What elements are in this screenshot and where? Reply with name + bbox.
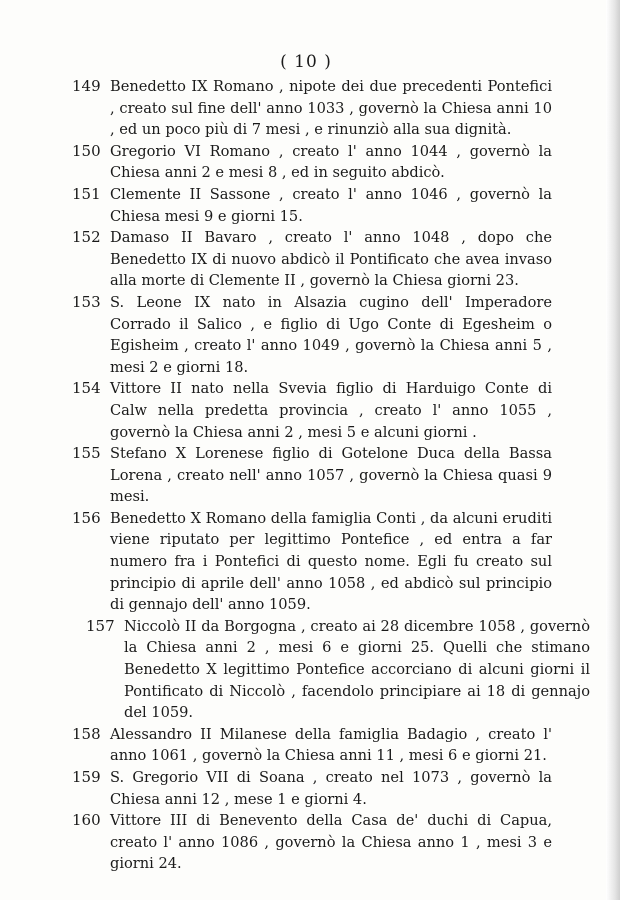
entry-number: 149 [72,77,101,95]
entry-number: 153 [72,292,101,311]
entry-text: Benedetto X Romano della famiglia Conti , da alcuni eruditi viene riputato per legittimo Pontefice , ed entra a far numero fra i Pontefici di questo nome. Egli fu creato sul principio di aprile dell' anno 1058 , ed abdicò sul principio di gennajo dell' anno 1059. [110,509,552,614]
entry-number: 150 [72,141,101,160]
entry-text: Vittore II nato nella Svevia figlio di Harduigo Conte di Calw nella predetta provincia , creato l' anno 1055 , governò la Chiesa anni 2 , mesi 5 e alcuni giorni . [110,380,552,441]
list-item [72,767,552,810]
entry-number: 152 [72,228,101,247]
list-item [72,227,552,292]
entry-text: Benedetto IX Romano , nipote dei due precedenti Pontefici , creato sul fine dell' anno 1033 , governò la Chiesa anni 10 , ed un poco più di 7 mesi , e rinunziò alla sua dignità. [110,78,552,139]
list-item [72,184,552,227]
entry-number: 151 [72,184,101,203]
entry-number: 156 [72,508,101,527]
list-item [72,76,552,141]
entry-number: 158 [72,724,101,743]
entry-text: S. Gregorio VII di Soana , creato nel 1073 , governò la Chiesa anni 12 , mese 1 e giorni 4. [110,769,552,808]
entry-number: 159 [72,768,101,786]
entry-text: Vittore III di Benevento della Casa de' duchi di Capua, creato l' anno 1086 , governò la Chiesa anno 1 , mesi 3 e giorni 24. [110,812,552,873]
entry-text: S. Leone IX nato in Alsazia cugino dell' Imperadore Corrado il Salico , e figlio di Ugo Conte di Egesheim o Egisheim , creato l' anno 1049 , governò la Chiesa anni 5 , mesi 2 e giorni 18. [110,293,552,376]
page-number: ( 10 ) [280,52,332,72]
list-item [72,378,552,443]
list-item [86,616,590,724]
entry-text: Alessandro II Milanese della famiglia Badagio , creato l' anno 1061 , governò la Chiesa anni 11 , mesi 6 e giorni 21. [110,725,552,765]
entry-text: Damaso II Bavaro , creato l' anno 1048 , dopo che Benedetto IX di nuovo abdicò il Pontificato che avea invaso alla morte di Clemente II , governò la Chiesa giorni 23. [110,229,552,290]
entry-number: 155 [72,444,101,463]
entry-text: Stefano X Lorenese figlio di Gotelone Duca della Bassa Lorena , creato nell' anno 1057 , governò la Chiesa quasi 9 mesi. [110,445,552,506]
entry-number: 157 [86,616,115,635]
list-item [72,810,552,875]
entry-number: 160 [72,811,101,830]
list-item [72,141,552,184]
list-item [72,724,552,767]
list-item [72,292,552,378]
entry-text: Clemente II Sassone , creato l' anno 1046 , governò la Chiesa mesi 9 e giorni 15. [110,185,552,225]
entry-text: Niccolò II da Borgogna , creato ai 28 dicembre 1058 , governò la Chiesa anni 2 , mesi 6 e giorni 25. Quelli che stimano Benedetto X legittimo Pontefice accorciano di alcuni giorni il Pontificato di Niccolò , facendolo principiare ai 18 di gennajo del 1059. [124,617,590,722]
page-gutter-shadow [606,0,620,900]
list-item [72,443,552,508]
pope-list [72,76,590,875]
entry-number: 154 [72,379,101,398]
entry-text: Gregorio VI Romano , creato l' anno 1044 , governò la Chiesa anni 2 e mesi 8 , ed in seguito abdicò. [110,142,552,182]
list-item [72,508,552,616]
